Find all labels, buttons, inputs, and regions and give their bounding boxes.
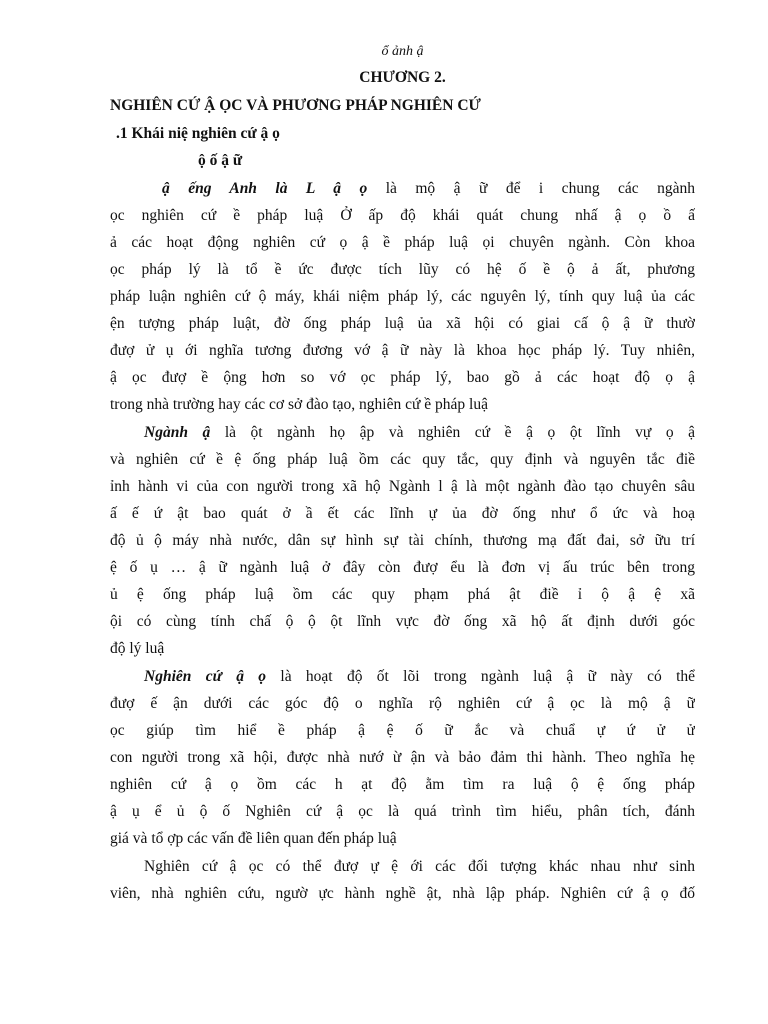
para2-line-6: ệ ố ụ … ậ ữ ngành luậ ở đây còn đượ ểu là đơn vị ấu trúc bên trong [110,559,695,576]
para4-line-1: Nghiên cứ ậ ọc có thể đượ ự ệ ới các đối tượng khác nhau như sinh [144,858,695,875]
para2-line-9: độ lý luậ [110,640,165,657]
para2-line-3: ỉnh hành vi của con người trong xã hộ Ngành l ậ là một ngành đào tạo chuyên sâu [110,478,695,495]
para1-line-7: đượ ử ụ ới nghĩa tương đương vớ ậ ữ này là khoa học pháp lý. Tuy nhiên, [110,342,695,359]
chapter-heading: CHƯƠNG 2. [359,69,446,86]
para2-line-7: ủ ệ ống pháp luậ ồm các quy phạm phá ật điề ỉ ộ ậ ệ xã [110,586,695,603]
para3-term: Nghiên cứ ậ ọ [144,668,267,685]
section-heading: .1 Khái niệ nghiên cứ ậ ọ [116,125,280,142]
para2-line-5: độ ủ ộ máy nhà nước, dân sự hình sự tài chính, thương mạ đất đai, sở ữu trí [110,532,695,549]
chapter-title: NGHIÊN CỨ Ậ ỌC VÀ PHƯƠNG PHÁP NGHIÊN CỨ [110,97,481,114]
para1-line-2: ọc nghiên cứ ề pháp luậ Ở ấp độ khái quát chung nhấ ậ ọ ồ ấ [110,207,695,224]
para4-line-2: viên, nhà nghiên cứu, ngườ ực hành nghề ật, nhà lập pháp. Nghiên cứ ậ ọ đố [110,885,695,902]
para3-line-2: đượ ế ận dưới các góc độ o nghĩa rộ nghiên cứ ậ ọc là mộ ậ ữ [110,695,695,712]
para1-line-3: ả các hoạt động nghiên cứ ọ ậ ề pháp luậ ọi chuyên ngành. Còn khoa [110,234,695,251]
para2-line-1: Ngành ậ là ột ngành họ ập và nghiên cứ ề ậ ọ ột lĩnh vự ọ ậ [144,424,695,441]
para1-line-4: ọc pháp lý là tổ ề ức được tích lũy có hệ ố ề ộ ả ất, phương [110,261,695,278]
para3-line-6: ậ ụ ể ủ ộ ố Nghiên cứ ậ ọc là quá trình tìm hiểu, phân tích, đánh [110,803,695,820]
para1-line-5: pháp luận nghiên cứ ộ máy, khái niệm pháp lý, các nguyên lý, tính quy luậ ủa các [110,288,695,305]
para1-line-8: ậ ọc đượ ề ộng hơn so vớ ọc pháp lý, bao gồ ả các hoạt độ ọ ậ [110,369,695,386]
subsection-heading: ộ ố ậ ữ [198,152,243,169]
para1-line-9: trong nhà trường hay các cơ sở đào tạo, nghiên cứ ề pháp luậ [110,396,488,413]
para2-line-4: ấ ế ứ ật bao quát ở ầ ết các lĩnh ự ủa đờ ống như ổ ức và hoạ [110,505,695,522]
running-header: ổ ảnh ậ [381,44,424,59]
para3-line-3: ọc giúp tìm hiể ề pháp ậ ệ ố ữ ắc và chuẩ ự ứ ử ử [110,722,695,739]
para3-line-5: nghiên cứ ậ ọ ồm các h ạt độ ằm tìm ra luậ ộ ệ ống pháp [110,776,695,793]
para1-term: ậ ếng Anh là L ậ ọ [162,180,368,197]
para3-line-7: giá và tổ ợp các vấn đề liên quan đến pháp luậ [110,830,397,847]
para1-line-1: ậ ếng Anh là L ậ ọ là mộ ậ ữ để i chung các ngành [162,180,695,197]
para2-term: Ngành ậ [144,424,211,441]
para1-line-6: ện tượng pháp luật, đờ ống pháp luậ ủa xã hội có giai cấ ộ ậ ữ thườ [110,315,695,332]
para2-line-2: và nghiên cứ ề ệ ống pháp luậ ồm các quy tắc, quy định và nguyên tắc điề [110,451,695,468]
para2-line-8: ội có cùng tính chấ ộ ộ ột lĩnh vực đờ ống xã hộ ất định dưới góc [110,613,695,630]
para3-line-1: Nghiên cứ ậ ọ là hoạt độ ốt lõi trong ngành luậ ậ ữ này có thể [144,668,695,685]
para3-line-4: con người trong xã hội, được nhà nướ ừ ận và bảo đảm thi hành. Theo nghĩa hẹ [110,749,695,766]
